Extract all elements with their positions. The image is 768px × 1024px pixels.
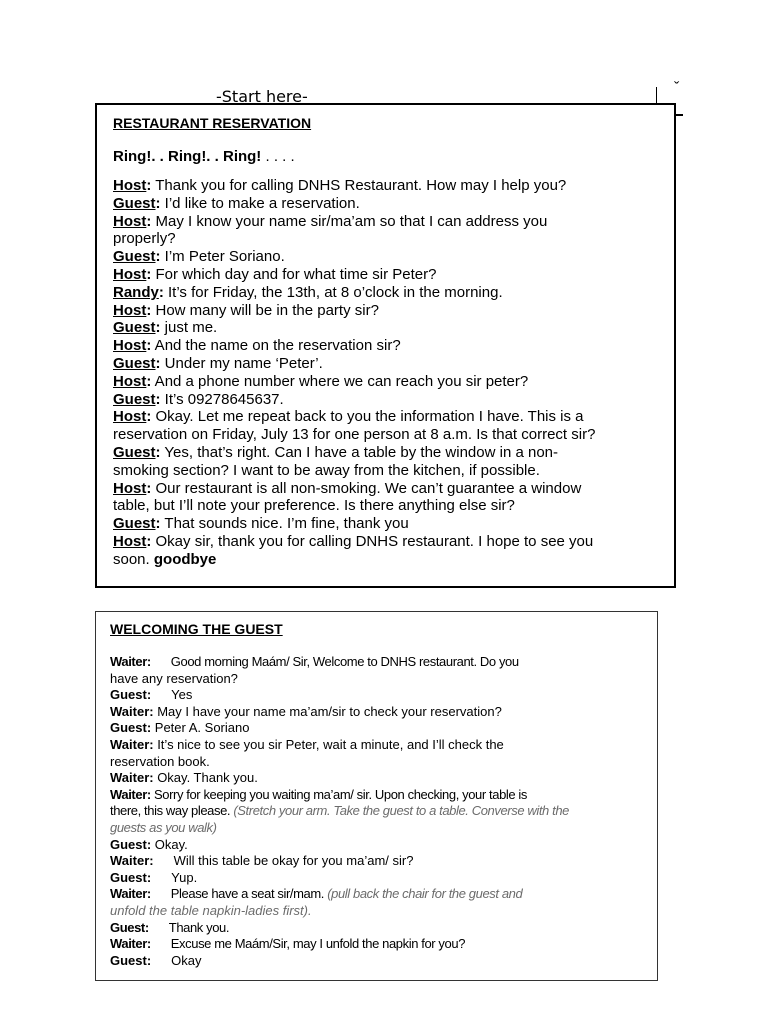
dialogue-text: have any reservation? [110, 670, 238, 686]
dialogue-line [113, 462, 664, 480]
welcoming-script-box [95, 611, 658, 981]
speaker-name: Guest: [110, 687, 152, 703]
dialogue-text: Okay. Let me repeat back to you the information I have. This is a [151, 408, 584, 426]
dialogue-text: And a phone number where we can reach you sir peter? [151, 372, 529, 390]
dialogue-text: just me. [160, 319, 218, 337]
speaker-name: Host [113, 408, 147, 426]
dialogue-line [113, 284, 664, 302]
dialogue-line [113, 337, 664, 355]
dialogue-text: For which day and for what time sir Peter? [151, 265, 437, 283]
margin-line [656, 87, 657, 103]
dialogue-text: Thank you. [168, 919, 230, 935]
speaker-name: Guest [113, 515, 156, 533]
dialogue-line [113, 444, 664, 462]
speaker-name: Waiter: [110, 786, 151, 802]
dialogue-line [113, 302, 664, 320]
speaker-name: Waiter: [110, 770, 154, 786]
speaker-name: Host [113, 532, 147, 550]
dialogue-text: How many will be in the party sir? [151, 301, 379, 319]
dialogue-line [110, 903, 647, 920]
speaker-name: Guest [113, 194, 156, 212]
dialogue-line [113, 230, 664, 248]
speaker-name: Host [113, 212, 147, 230]
speaker-name: Host [113, 265, 147, 283]
speaker-name: Guest: [110, 720, 152, 736]
dialogue-text: Okay sir, thank you for calling DNHS restaurant. I hope to see you [151, 532, 594, 550]
speaker-colon: : [155, 194, 161, 212]
dialogue-line [110, 787, 647, 804]
speaker-colon: : [146, 337, 152, 355]
dialogue-line [110, 687, 647, 704]
speaker-name: Randy [113, 283, 159, 301]
speaker-name: Waiter: [110, 886, 151, 902]
speaker-name: Waiter: [110, 654, 151, 669]
dialogue-line [113, 480, 664, 498]
welcoming-title: WELCOMING THE GUEST [110, 621, 283, 637]
speaker-name: Waiter: [110, 736, 154, 752]
speaker-name: Guest [113, 319, 156, 337]
dialogue-line [113, 373, 664, 391]
dialogue-text: Yes [171, 687, 193, 703]
dialogue-line [113, 177, 664, 195]
dialogue-text: Okay. Thank you. [153, 770, 258, 786]
speaker-colon: : [158, 283, 164, 301]
dialogue-line [110, 654, 647, 671]
dialogue-line [110, 936, 647, 953]
dialogue-text: I’d like to make a reservation. [160, 194, 360, 212]
speaker-name: Host [113, 479, 147, 497]
dialogue-text: Okay. [151, 836, 188, 852]
dialogue-text: Peter A. Soriano [151, 720, 250, 736]
ring-text: Ring!. . Ring!. . Ring! [113, 148, 262, 165]
speaker-colon: : [155, 390, 161, 408]
dialogue-text: I’m Peter Soriano. [160, 248, 285, 266]
dialogue-line [110, 920, 647, 937]
dialogue-text: Our restaurant is all non-smoking. We can’t guarantee a window [151, 479, 582, 497]
dialogue-text: Under my name ‘Peter’. [160, 354, 323, 372]
dialogue-text: smoking section? I want to be away from the kitchen, if possible. [113, 461, 540, 479]
start-here-label: -Start here- [216, 87, 308, 106]
dialogue-text: It’s for Friday, the 13th, at 8 o’clock in the morning. [163, 283, 503, 301]
dialogue-text: It’s nice to see you sir Peter, wait a minute, and I’ll check the [153, 736, 504, 752]
dialogue-line [113, 319, 664, 337]
last-line-text: soon. [113, 550, 150, 568]
dialogue-text: Yup. [171, 869, 198, 885]
speaker-colon: : [155, 248, 161, 266]
dialogue-line [110, 671, 647, 688]
speaker-name: Guest: [110, 952, 152, 968]
dialogue-line [110, 837, 647, 854]
speaker-colon: : [155, 354, 161, 372]
speaker-name: Guest [113, 248, 156, 266]
dialogue-text: Thank you for calling DNHS Restaurant. How may I help you? [151, 177, 567, 194]
dialogue-line [113, 266, 664, 284]
speaker-name: Host [113, 372, 147, 390]
speaker-name: Guest [113, 390, 156, 408]
dialogue-text: Will this table be okay for you ma’am/ sir? [173, 853, 414, 869]
dialogue-text: Okay [171, 952, 202, 968]
dialogue-line [110, 820, 647, 837]
corner-mark: ˇ [674, 80, 680, 97]
speaker-colon: : [146, 301, 152, 319]
dialogue-text: properly? [113, 230, 176, 248]
speaker-colon: : [146, 177, 152, 194]
corner-dash [675, 114, 683, 116]
dialogue-line [110, 953, 647, 970]
dialogue-line [113, 195, 664, 213]
dialogue-line [113, 497, 664, 515]
stage-direction: (pull back the chair for the guest and [327, 886, 523, 902]
speaker-name: Guest [113, 354, 156, 372]
speaker-name: Host [113, 301, 147, 319]
dialogue-text: Please have a seat sir/mam. [170, 886, 328, 902]
dialogue-line [110, 770, 647, 787]
speaker-colon: : [146, 408, 152, 426]
speaker-colon: : [146, 372, 152, 390]
goodbye-text: goodbye [149, 550, 217, 568]
stage-direction: guests as you walk) [110, 819, 217, 835]
dialogue-text: Excuse me Maám/Sir, may I unfold the napkin for you? [170, 936, 466, 952]
speaker-colon: : [155, 319, 161, 337]
speaker-name: Waiter: [110, 936, 151, 952]
speaker-name: Guest: [110, 836, 152, 852]
dialogue-line [110, 853, 647, 870]
speaker-colon: : [155, 515, 161, 533]
speaker-name: Guest: [110, 919, 149, 935]
dialogue-text: And the name on the reservation sir? [151, 337, 401, 355]
dialogue-text: It’s 09278645637. [160, 390, 284, 408]
ring-line [113, 147, 664, 167]
speaker-name: Waiter: [110, 853, 154, 869]
speaker-colon: : [155, 443, 161, 461]
dialogue-line [110, 886, 647, 903]
dialogue-text: Yes, that’s right. Can I have a table by the window in a non- [160, 443, 558, 461]
dialogue-line-last [113, 551, 664, 569]
dialogue-line [110, 870, 647, 887]
speaker-colon: : [146, 212, 152, 230]
speaker-name: Host [113, 337, 147, 355]
dialogue-line [110, 803, 647, 820]
dialogue-line [113, 408, 664, 426]
dialogue-line [110, 720, 647, 737]
speaker-name: Waiter: [110, 703, 154, 719]
reservation-script-box [95, 103, 676, 588]
dialogue-text: That sounds nice. I’m fine, thank you [160, 515, 409, 533]
dialogue-line [113, 213, 664, 231]
dialogue-line [113, 426, 664, 444]
speaker-name: Guest: [110, 869, 152, 885]
speaker-name: Host [113, 177, 147, 194]
dialogue-text: reservation book. [110, 753, 210, 769]
ring-dots: . . . . [261, 148, 295, 165]
dialogue-line [113, 355, 664, 373]
speaker-colon: : [146, 479, 152, 497]
dialogue-line [110, 754, 647, 771]
speaker-colon: : [146, 265, 152, 283]
dialogue-text: May I have your name ma’am/sir to check your reservation? [153, 703, 502, 719]
stage-direction: unfold the table napkin-ladies first). [110, 902, 312, 918]
dialogue-line [113, 515, 664, 533]
dialogue-text: there, this way please. [110, 803, 234, 819]
dialogue-line [113, 533, 664, 551]
dialogue-text: table, but I’ll note your preference. Is there anything else sir? [113, 497, 515, 515]
welcoming-dialogue [110, 654, 647, 969]
dialogue-line [110, 737, 647, 754]
dialogue-text: Sorry for keeping you waiting ma’am/ sir. Upon checking, your table is [150, 786, 528, 802]
dialogue-line [113, 248, 664, 266]
dialogue-text: reservation on Friday, July 13 for one person at 8 a.m. Is that correct sir? [113, 426, 596, 444]
dialogue-line [110, 704, 647, 721]
dialogue-text: Good morning Maám/ Sir, Welcome to DNHS restaurant. Do you [170, 654, 519, 669]
reservation-title: RESTAURANT RESERVATION [113, 115, 312, 131]
speaker-name: Guest [113, 443, 156, 461]
speaker-colon: : [146, 532, 152, 550]
dialogue-line [113, 391, 664, 409]
reservation-dialogue [113, 177, 664, 551]
dialogue-text: May I know your name sir/ma’am so that I can address you [151, 212, 548, 230]
stage-direction: (Stretch your arm. Take the guest to a table. Converse with the [233, 803, 569, 819]
